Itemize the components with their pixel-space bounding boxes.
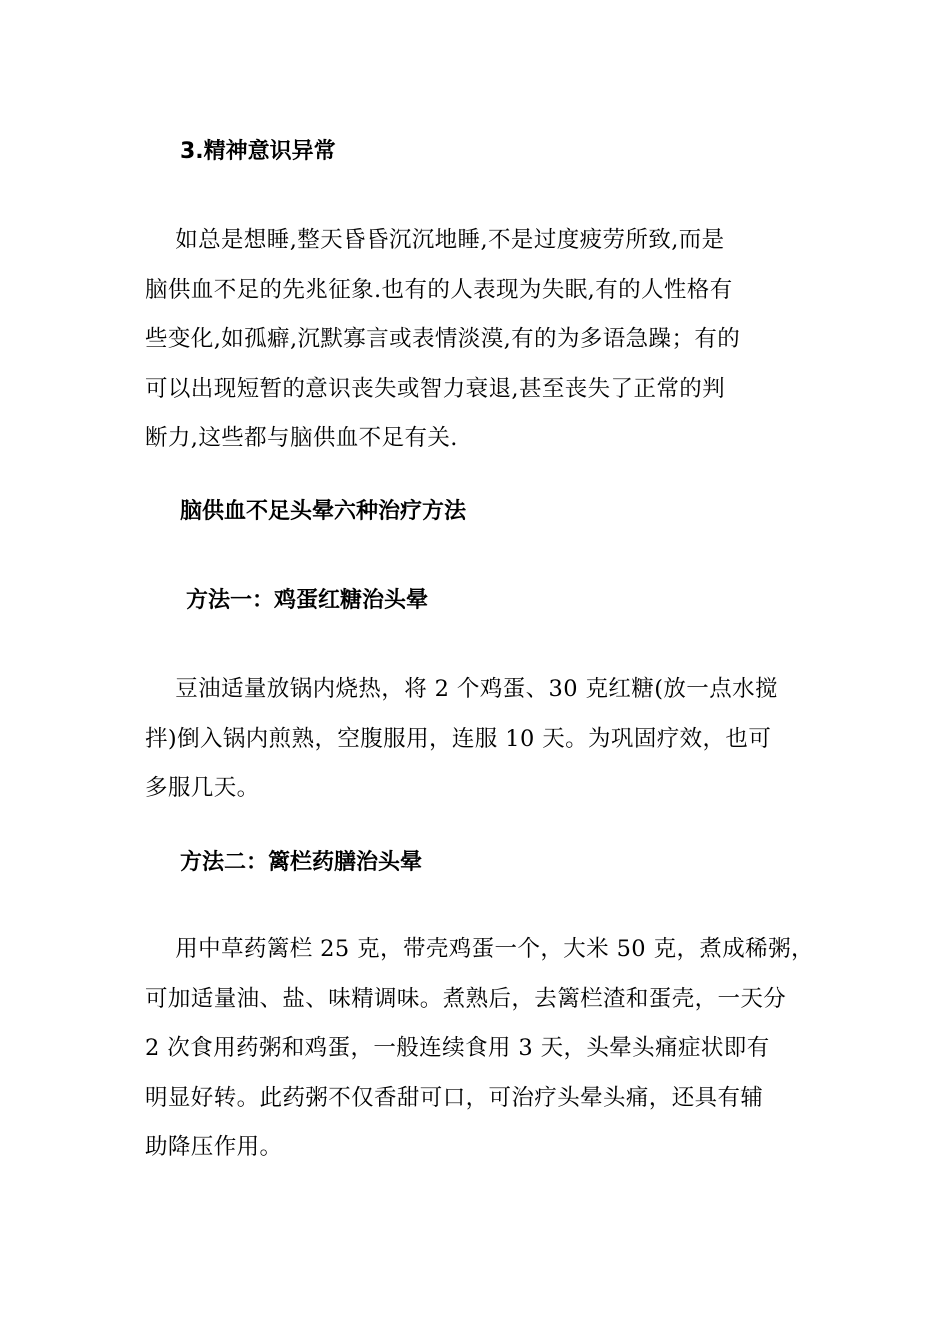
paragraph-line: 些变化,如孤癖,沉默寡言或表情淡漠,有的为多语急躁；有的 — [145, 326, 741, 352]
section-heading-methods: 脑供血不足头晕六种治疗方法 — [180, 499, 467, 524]
paragraph-line: 拌)倒入锅内煎熟，空腹服用，连服 10 天。为巩固疗效，也可 — [145, 725, 772, 752]
paragraph-line: 2 次食用药粥和鸡蛋，一般连续食用 3 天，头晕头痛症状即有 — [145, 1035, 770, 1061]
paragraph-line: 用中草药篱栏 25 克，带壳鸡蛋一个，大米 50 克，煮成稀粥， — [145, 936, 814, 962]
paragraph-line: 如总是想睡,整天昏昏沉沉地睡,不是过度疲劳所致,而是 — [145, 227, 725, 253]
paragraph-line: 脑供血不足的先兆征象.也有的人表现为失眠,有的人性格有 — [145, 276, 733, 303]
paragraph-line: 助降压作用。 — [145, 1134, 283, 1160]
paragraph-method-2 — [145, 925, 814, 1173]
paragraph-line: 豆油适量放锅内烧热，将 2 个鸡蛋、30 克红糖(放一点水搅 — [145, 676, 778, 702]
paragraph-line: 断力,这些都与脑供血不足有关. — [145, 425, 458, 451]
paragraph-line: 可加适量油、盐、味精调味。煮熟后，去篱栏渣和蛋壳，一天分 — [145, 985, 787, 1012]
method-heading-2: 方法二：篱栏药膳治头晕 — [180, 850, 423, 875]
paragraph-line: 可以出现短暂的意识丧失或智力衰退,甚至丧失了正常的判 — [145, 375, 726, 402]
section-heading-mental: 3.精神意识异常 — [180, 139, 336, 164]
method-heading-1: 方法一：鸡蛋红糖治头晕 — [186, 588, 429, 613]
paragraph-mental — [145, 216, 810, 464]
paragraph-line: 多服几天。 — [145, 775, 260, 801]
paragraph-line: 明显好转。此药粥不仅香甜可口，可治疗头晕头痛，还具有辅 — [145, 1084, 764, 1111]
paragraph-method-1 — [145, 665, 810, 814]
